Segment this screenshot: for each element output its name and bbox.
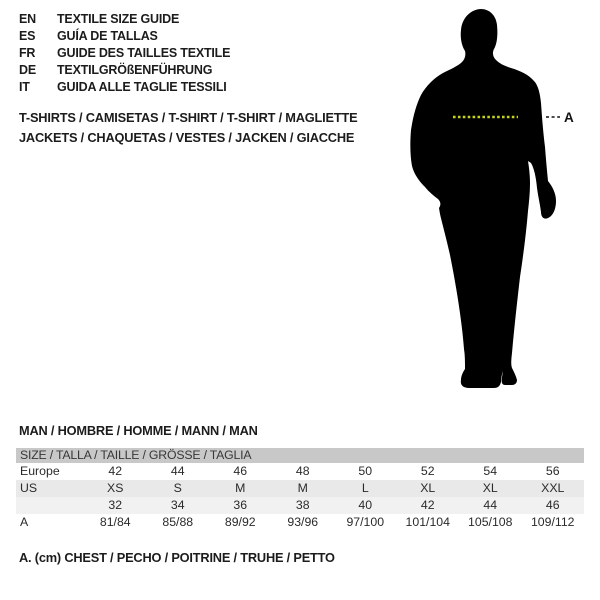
size-cell: 42: [108, 464, 123, 478]
table-row-europe: [16, 463, 584, 480]
measurement-footnote: A. (cm) CHEST / PECHO / POITRINE / TRUHE / PETTO: [19, 550, 335, 565]
size-cell: 97/100: [346, 515, 385, 529]
lang-title: GUÍA DE TALLAS: [57, 29, 158, 43]
size-cell: 52: [420, 464, 435, 478]
size-cell: XS: [107, 481, 124, 495]
table-row-us: [16, 480, 584, 497]
size-table: [16, 448, 584, 531]
row-label: Europe: [20, 464, 60, 478]
lang-row-it: [19, 79, 230, 96]
size-cell: 42: [420, 498, 435, 512]
row-label: A: [20, 515, 29, 529]
garment-categories: [19, 108, 357, 147]
man-figure: [405, 5, 585, 395]
row-label: [16, 497, 84, 514]
size-cell: L: [361, 481, 369, 495]
size-cell: XL: [420, 481, 436, 495]
size-cell: 44: [483, 498, 498, 512]
size-cell: 81/84: [99, 515, 131, 529]
lang-row-en: [19, 11, 230, 28]
lang-row-de: [19, 62, 230, 79]
size-cell: 48: [295, 464, 310, 478]
row-label: US: [20, 481, 38, 495]
man-silhouette-svg: [405, 5, 585, 395]
lang-code: IT: [19, 80, 30, 94]
size-cell: M: [235, 481, 246, 495]
section-title-man: MAN / HOMBRE / HOMME / MANN / MAN: [19, 423, 258, 438]
lang-title: TEXTILE SIZE GUIDE: [57, 12, 180, 26]
size-cell: 50: [358, 464, 373, 478]
size-cell: 32: [108, 498, 123, 512]
size-cell: 85/88: [162, 515, 194, 529]
size-cell: 105/108: [468, 515, 513, 529]
size-table-header: SIZE / TALLA / TAILLE / GRÖSSE / TAGLIA: [16, 448, 584, 463]
category-tshirts: T-SHIRTS / CAMISETAS / T-SHIRT / T-SHIRT / MAGLIETTE: [19, 110, 358, 125]
size-cell: XL: [482, 481, 498, 495]
table-row-chest-a: [16, 514, 584, 531]
category-jackets: JACKETS / CHAQUETAS / VESTES / JACKEN / GIACCHE: [19, 129, 355, 145]
size-cell: 36: [233, 498, 248, 512]
table-row-numeric: [16, 497, 584, 514]
size-cell: S: [173, 481, 182, 495]
lang-title: TEXTILGRÖßENFÜHRUNG: [57, 63, 213, 77]
language-legend: [19, 11, 230, 96]
size-cell: 54: [483, 464, 498, 478]
lang-title: GUIDA ALLE TAGLIE TESSILI: [57, 80, 227, 94]
size-cell: 44: [170, 464, 185, 478]
man-silhouette: [410, 9, 556, 388]
measure-label-a: A: [564, 110, 574, 125]
size-cell: 56: [545, 464, 560, 478]
size-cell: M: [297, 481, 308, 495]
size-cell: 38: [295, 498, 310, 512]
lang-code: DE: [19, 63, 36, 77]
size-cell: 34: [170, 498, 185, 512]
size-cell: XXL: [541, 481, 565, 495]
lang-code: FR: [19, 46, 36, 60]
size-cell: 46: [233, 464, 248, 478]
lang-row-fr: [19, 45, 230, 62]
lang-row-es: [19, 28, 230, 45]
size-cell: 40: [358, 498, 373, 512]
size-cell: 101/104: [405, 515, 450, 529]
size-cell: 93/96: [287, 515, 319, 529]
lang-code: EN: [19, 12, 36, 26]
lang-title: GUIDE DES TAILLES TEXTILE: [57, 46, 231, 60]
size-cell: 89/92: [224, 515, 256, 529]
lang-code: ES: [19, 29, 36, 43]
size-cell: 109/112: [530, 515, 575, 529]
size-cell: 46: [545, 498, 560, 512]
